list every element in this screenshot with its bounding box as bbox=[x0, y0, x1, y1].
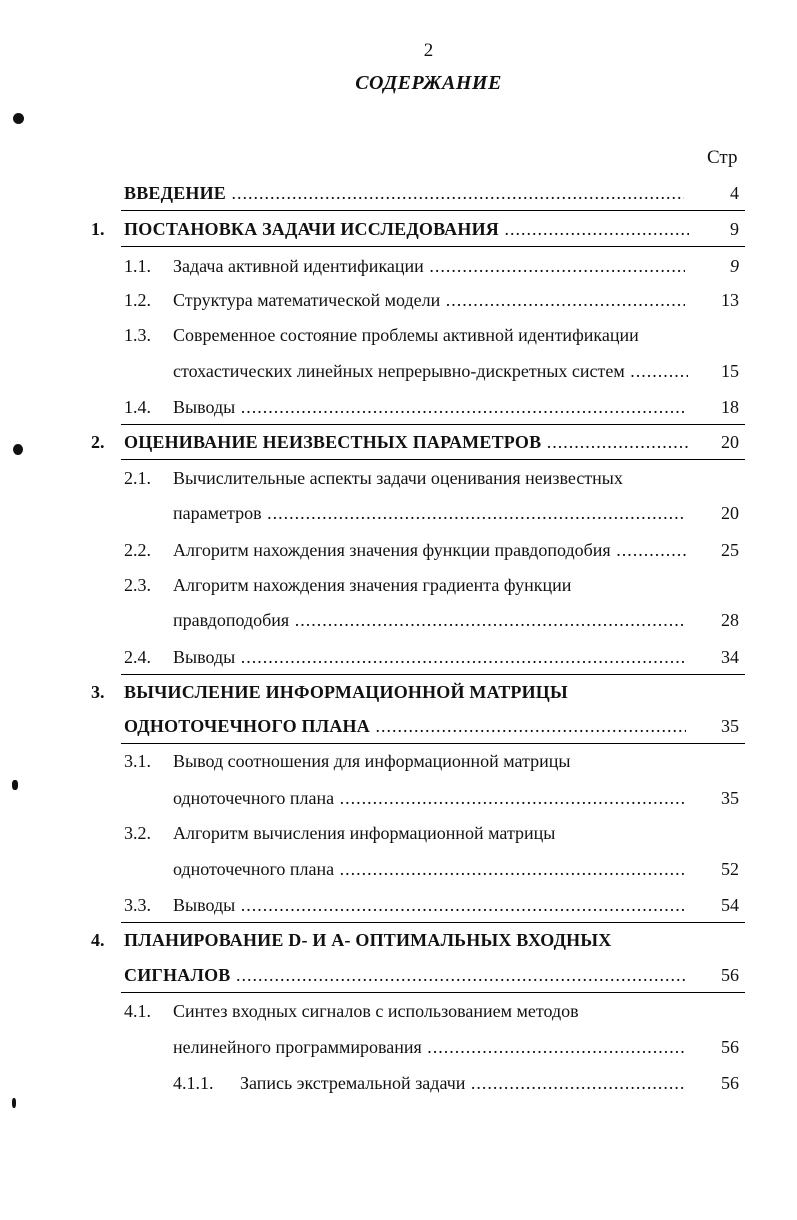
section-divider bbox=[121, 459, 745, 460]
toc-entry-page: 13 bbox=[721, 290, 739, 310]
toc-entry-number: 2.1. bbox=[124, 468, 151, 488]
toc-entry-number: 2. bbox=[91, 432, 105, 452]
toc-entry-title: Синтез входных сигналов с использованием методов bbox=[173, 1001, 579, 1021]
toc-entry-title: Современное состояние проблемы активной идентификации bbox=[173, 325, 639, 345]
toc-entry-page: 15 bbox=[721, 361, 739, 381]
toc-entry-page: 56 bbox=[721, 1037, 739, 1057]
toc-entry-number: 3.3. bbox=[124, 895, 151, 915]
toc-entry-title: Запись экстремальной задачи ..... bbox=[240, 1073, 686, 1094]
toc-entry-title-continued: одноточечного плана ..... bbox=[173, 859, 686, 880]
punch-hole-mark bbox=[13, 444, 23, 455]
toc-entry-number: 1.4. bbox=[124, 397, 151, 417]
toc-entry-title: Задача активной идентификации ..... bbox=[173, 256, 685, 277]
toc-entry-page: 52 bbox=[721, 859, 739, 879]
toc-entry-page: 9 bbox=[730, 256, 739, 276]
toc-entry-number: 1.3. bbox=[124, 325, 151, 345]
toc-entry-page: 56 bbox=[721, 965, 739, 985]
section-divider bbox=[121, 674, 745, 675]
toc-entry-title-continued: правдоподобия ..... bbox=[173, 610, 686, 631]
toc-entry-page: 56 bbox=[721, 1073, 739, 1093]
toc-entry-title: Выводы ..... bbox=[173, 895, 685, 916]
section-divider bbox=[121, 922, 745, 923]
toc-entry-number: 2.3. bbox=[124, 575, 151, 595]
toc-entry-title: ВВЕДЕНИЕ ..... bbox=[124, 183, 684, 204]
page-column-header: Стр bbox=[707, 147, 738, 168]
toc-entry-page: 35 bbox=[721, 716, 739, 736]
toc-entry-title-continued: СИГНАЛОВ ..... bbox=[124, 965, 686, 986]
toc-entry-number: 3. bbox=[91, 682, 105, 702]
section-divider bbox=[121, 246, 745, 247]
toc-entry-title: Алгоритм нахождения значения градиента функции bbox=[173, 575, 572, 595]
toc-entry-page: 9 bbox=[730, 219, 739, 239]
toc-entry-number: 4. bbox=[91, 930, 105, 950]
toc-entry-title: Алгоритм нахождения значения функции правдоподобия ..... bbox=[173, 540, 686, 561]
section-divider bbox=[121, 743, 745, 744]
toc-entry-number: 2.2. bbox=[124, 540, 151, 560]
toc-entry-title: ПЛАНИРОВАНИЕ D- И A- ОПТИМАЛЬНЫХ ВХОДНЫХ bbox=[124, 930, 612, 950]
toc-entry-number: 1. bbox=[91, 219, 105, 239]
toc-entry-number: 2.4. bbox=[124, 647, 151, 667]
toc-entry-page: 34 bbox=[721, 647, 739, 667]
section-divider bbox=[121, 992, 745, 993]
section-divider bbox=[121, 210, 745, 211]
toc-entry-title-continued: ОДНОТОЧЕЧНОГО ПЛАНА ..... bbox=[124, 716, 686, 737]
toc-entry-title: ПОСТАНОВКА ЗАДАЧИ ИССЛЕДОВАНИЯ ..... bbox=[124, 219, 689, 240]
toc-entry-number: 1.2. bbox=[124, 290, 151, 310]
toc-entry-title: ВЫЧИСЛЕНИЕ ИНФОРМАЦИОННОЙ МАТРИЦЫ bbox=[124, 682, 568, 702]
toc-entry-title: ОЦЕНИВАНИЕ НЕИЗВЕСТНЫХ ПАРАМЕТРОВ ..... bbox=[124, 432, 688, 453]
toc-entry-title-continued: одноточечного плана ..... bbox=[173, 788, 686, 809]
toc-entry-page: 18 bbox=[721, 397, 739, 417]
toc-entry-number: 4.1.1. bbox=[173, 1073, 214, 1093]
toc-entry-page: 28 bbox=[721, 610, 739, 630]
toc-entry-page: 25 bbox=[721, 540, 739, 560]
toc-entry-title-continued: параметров ..... bbox=[173, 503, 686, 524]
toc-entry-title-continued: стохастических линейных непрерывно-дискретных систем ..... bbox=[173, 361, 688, 382]
toc-entry-title-continued: нелинейного программирования ..... bbox=[173, 1037, 686, 1058]
toc-entry-number: 3.2. bbox=[124, 823, 151, 843]
section-divider bbox=[121, 424, 745, 425]
toc-entry-title: Алгоритм вычисления информационной матрицы bbox=[173, 823, 556, 843]
page-number: 2 bbox=[423, 40, 434, 61]
punch-hole-mark bbox=[12, 1098, 16, 1108]
punch-hole-mark bbox=[13, 113, 24, 124]
toc-entry-page: 35 bbox=[721, 788, 739, 808]
toc-entry-title: Структура математической модели ..... bbox=[173, 290, 685, 311]
page-title: СОДЕРЖАНИЕ bbox=[355, 72, 502, 94]
toc-entry-title: Выводы ..... bbox=[173, 397, 685, 418]
toc-entry-number: 3.1. bbox=[124, 751, 151, 771]
toc-entry-page: 20 bbox=[721, 432, 739, 452]
toc-entry-page: 54 bbox=[721, 895, 739, 915]
toc-entry-number: 4.1. bbox=[124, 1001, 151, 1021]
punch-hole-mark bbox=[12, 780, 18, 790]
toc-entry-title: Вывод соотношения для информационной матрицы bbox=[173, 751, 571, 771]
toc-entry-number: 1.1. bbox=[124, 256, 151, 276]
toc-entry-page: 4 bbox=[730, 183, 739, 203]
toc-entry-title: Вычислительные аспекты задачи оценивания неизвестных bbox=[173, 468, 623, 488]
toc-entry-page: 20 bbox=[721, 503, 739, 523]
toc-entry-title: Выводы ..... bbox=[173, 647, 685, 668]
